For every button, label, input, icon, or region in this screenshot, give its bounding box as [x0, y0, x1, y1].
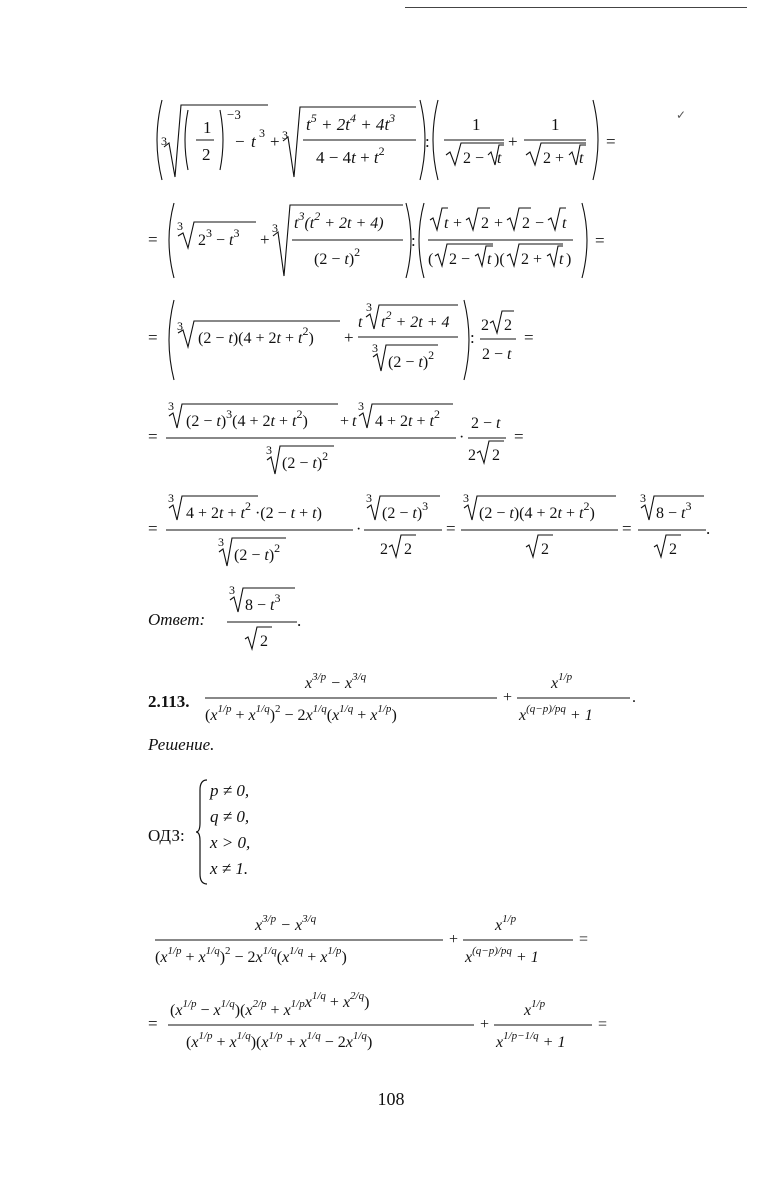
svg-text:3: 3	[366, 300, 372, 314]
svg-text:2: 2	[669, 541, 677, 558]
svg-text:x1/p−1/q + 1: $x^{1/p-1/q} + 1$	[496, 1030, 566, 1051]
svg-text:·: ·	[459, 429, 465, 446]
svg-text:3: 3	[229, 583, 235, 597]
svg-text:−: −	[535, 215, 545, 232]
svg-text:t2 + 2t + 4: $t^2 + 2t + 4$	[381, 308, 450, 331]
svg-text:=: =	[446, 519, 456, 538]
svg-text:x3/p − x3/q: $x^{3/p} - x^{3/q}$	[255, 913, 317, 934]
svg-text:t: t	[559, 251, 564, 268]
svg-text:=: =	[595, 231, 605, 250]
svg-text:)(: )(	[494, 251, 505, 268]
equation-7	[148, 990, 628, 1075]
svg-text:t: t	[444, 215, 449, 232]
svg-text:4 + 2t + t2 ·(2 − t + t): $4 + 2t + t^2 \cdot(2 - t + t)$	[186, 499, 322, 522]
svg-text:2: 2	[481, 215, 489, 232]
svg-text:2: 2	[541, 541, 549, 558]
svg-text:1: 1	[203, 118, 212, 137]
svg-text:2: 2	[468, 447, 476, 464]
svg-text:3: 3	[161, 134, 167, 148]
svg-text:x(q−p)/pq + 1: $x^{(q-p)/pq} + 1$	[519, 703, 593, 724]
svg-text:3: 3	[177, 319, 183, 333]
svg-text:=: =	[148, 230, 158, 249]
odz-condition: q ≠ 0,	[210, 807, 250, 826]
svg-text:+: +	[340, 413, 350, 430]
svg-text:t: t	[579, 150, 584, 167]
svg-text:+: +	[453, 215, 463, 232]
svg-text:=: =	[148, 427, 158, 446]
svg-text:(x1/p + x1/q)2 − 2x1/q(x1/q +: $(x^{1/p} + x^{1/q})^2 - 2x^{1/q}(x^{1/q} + x^{1/p})$	[205, 703, 397, 724]
svg-text:2: 2	[380, 541, 388, 558]
svg-text:x(q−p)/pq + 1: $x^{(q-p)/pq} + 1$	[465, 945, 539, 966]
svg-text:1: 1	[472, 115, 481, 134]
svg-text:=: =	[579, 931, 589, 948]
equation-5	[148, 490, 718, 575]
odz-conditions	[210, 778, 250, 882]
svg-text:t: t	[358, 314, 363, 331]
problem-expression	[205, 668, 665, 748]
svg-text:(2 − t)2: $(2 - t)^2$	[282, 449, 329, 472]
svg-text:x1/p: $x^{1/p}$	[495, 913, 517, 934]
answer-label: Ответ:	[148, 610, 206, 629]
svg-text:(2 − t)(4 + 2t + t2): $(2 - t)(4 + 2t + t^2)$	[479, 499, 595, 522]
equation-6	[155, 910, 625, 990]
svg-text:t: t	[352, 413, 357, 430]
svg-text:8 − t3: $8 - t^3$	[245, 591, 281, 614]
svg-text:t: t	[562, 215, 567, 232]
svg-text:3: 3	[272, 221, 278, 235]
svg-text:3: 3	[358, 399, 364, 413]
equation-4	[148, 398, 668, 483]
problem-number: 2.113.	[148, 692, 190, 711]
svg-text:=: =	[606, 132, 616, 151]
svg-text:=: =	[148, 519, 158, 538]
svg-text:3: 3	[372, 341, 378, 355]
svg-text:+: +	[270, 132, 280, 151]
margin-check-mark: ✓	[676, 108, 687, 122]
svg-text:(2 − t)2: $(2 - t)^2$	[314, 245, 361, 268]
odz-brace	[195, 778, 209, 886]
solution-label: Решение.	[148, 735, 215, 754]
svg-text:+: +	[260, 230, 270, 249]
svg-text:t: t	[497, 150, 502, 167]
svg-text:3: 3	[282, 128, 288, 142]
svg-text:4 − 4t + t2: $4 - 4t + t^2$	[316, 144, 385, 167]
page-number: 108	[377, 1089, 405, 1109]
svg-text:2 − t: 2 − t	[482, 346, 512, 363]
svg-text:+: +	[508, 132, 518, 151]
svg-text:(2 − t)2: $(2 - t)^2$	[388, 348, 435, 371]
equation-1	[148, 95, 668, 185]
svg-text:2: 2	[481, 317, 489, 334]
svg-text:4 + 2t + t2: $4 + 2t + t^2$	[375, 407, 440, 430]
svg-text:(2 − t)3: $(2 - t)^3$	[382, 499, 429, 522]
svg-text:(x1/p + x1/q)(x1/p + x1/q − 2x: $(x^{1/p} + x^{1/q})(x^{1/p} + x^{1/q} - 2x^{1/q})$	[186, 1030, 373, 1051]
svg-text:=: =	[514, 427, 524, 446]
svg-text:t5 + 2t4 + 4t3: $t^5 + 2t^4 + 4t^3$	[306, 111, 396, 134]
svg-text:=: =	[524, 328, 534, 347]
svg-text:x3/p − x3/q: $x^{3/p} - x^{3/q}$	[305, 671, 367, 692]
svg-text:(: (	[428, 251, 434, 268]
svg-text:3: 3	[177, 219, 183, 233]
svg-text:2: 2	[260, 633, 268, 650]
svg-text:.: .	[632, 689, 636, 706]
svg-text:1: 1	[551, 115, 560, 134]
svg-text:2 +: 2 +	[521, 251, 543, 268]
svg-text:·: ·	[356, 521, 362, 538]
svg-text:2: 2	[492, 447, 500, 464]
top-rule	[405, 7, 747, 8]
odz-condition: p ≠ 0,	[210, 781, 250, 800]
svg-text:t: t	[251, 132, 256, 151]
svg-text:2: 2	[522, 215, 530, 232]
svg-text:(x1/p + x1/q)2 − 2x1/q(x1/q +: $(x^{1/p} + x^{1/q})^2 - 2x^{1/q}(x^{1/q} + x^{1/p})$	[155, 945, 347, 966]
svg-text:23 − t3: $2^3 - t^3$	[198, 226, 240, 249]
svg-text:+: +	[480, 1016, 490, 1033]
svg-text:2: 2	[404, 541, 412, 558]
svg-text:2 +: 2 +	[543, 150, 565, 167]
svg-text:3: 3	[463, 491, 469, 505]
svg-text:+: +	[344, 328, 354, 347]
svg-text::: :	[470, 328, 475, 347]
svg-text:t3(t2 + 2t + 4): $t^3(t^2 + 2t + 4)$	[294, 209, 384, 232]
svg-text:2 −: 2 −	[449, 251, 471, 268]
svg-text:x1/p: $x^{1/p}$	[524, 998, 546, 1019]
svg-text:): )	[566, 251, 572, 268]
odz-condition: x ≠ 1.	[210, 859, 249, 878]
equation-2	[148, 200, 668, 285]
svg-text:3: 3	[259, 126, 265, 140]
svg-text:3: 3	[168, 399, 174, 413]
svg-text:3: 3	[168, 491, 174, 505]
odz-label: ОДЗ:	[148, 826, 185, 845]
answer-expression	[225, 582, 325, 652]
svg-text:−: −	[235, 132, 245, 151]
svg-text:=: =	[148, 1014, 158, 1033]
svg-text:3: 3	[366, 491, 372, 505]
svg-text:2: 2	[504, 317, 512, 334]
svg-text:+: +	[494, 215, 504, 232]
svg-text:3: 3	[640, 491, 646, 505]
svg-text:8 − t3: $8 - t^3$	[656, 499, 692, 522]
svg-text:+: +	[503, 689, 513, 706]
svg-text:3: 3	[218, 535, 224, 549]
svg-text:2 − t: 2 − t	[471, 415, 501, 432]
svg-text:+: +	[449, 931, 459, 948]
svg-text:−3: −3	[227, 107, 241, 122]
svg-text:(x1/p − x1/q)(x2/p + x1/px1/q: $(x^{1/p} - x^{1/q})(x^{2/p} + x^{1/p}x^{1/q} + x^{2/q})$	[170, 990, 370, 1019]
svg-text:=: =	[148, 328, 158, 347]
svg-text:.: .	[297, 611, 302, 630]
svg-text:(2 − t)(4 + 2t + t2): $(2 - t)(4 + 2t + t^2)$	[198, 324, 314, 347]
svg-text:.: .	[706, 519, 711, 538]
svg-text:=: =	[598, 1016, 608, 1033]
svg-text:2 −: 2 −	[463, 150, 485, 167]
equation-3	[148, 295, 668, 385]
odz-condition: x > 0,	[210, 833, 251, 852]
svg-text:=: =	[622, 519, 632, 538]
svg-text:t: t	[487, 251, 492, 268]
svg-text:3: 3	[266, 443, 272, 457]
svg-text:(2 − t)2: $(2 - t)^2$	[234, 541, 281, 564]
svg-text::: :	[411, 231, 416, 250]
svg-text:x1/p: $x^{1/p}$	[551, 671, 573, 692]
svg-text:2: 2	[202, 145, 211, 164]
svg-text::: :	[425, 132, 430, 151]
svg-text:(2 − t)3(4 + 2t + t2): $(2 - t)^3(4 + 2t + t^2)$	[186, 407, 308, 430]
